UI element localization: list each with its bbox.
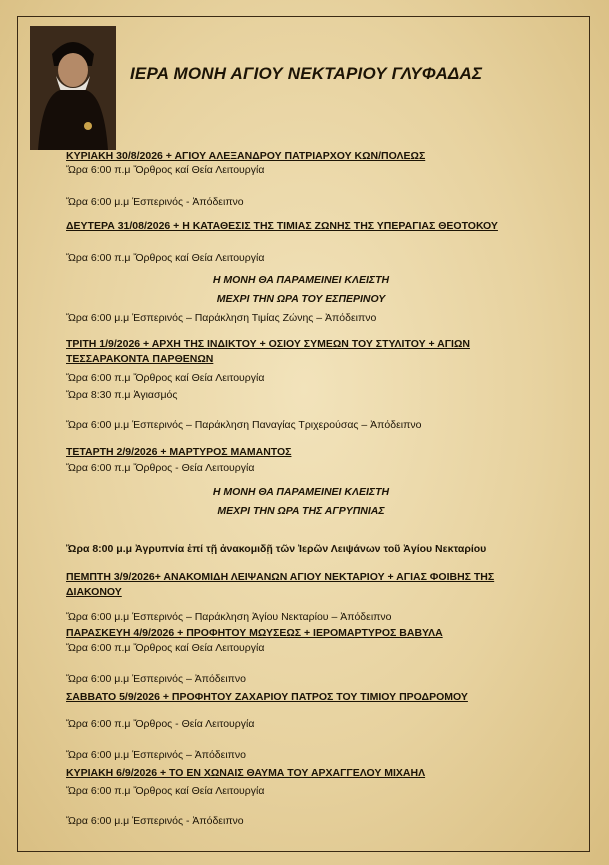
- saint-portrait-image: [30, 26, 116, 150]
- service-line: Ὥρα 6:00 π.μ Ὄρθρος καί Θεία Λειτουργία: [66, 164, 265, 176]
- day-heading: ΣΑΒΒΑΤΟ 5/9/2026 + ΠΡΟΦΗΤΟΥ ΖΑΧΑΡΙΟΥ ΠΑΤΡΟΣ ΤΟΥ ΤΙΜΙΟΥ ΠΡΟΔΡΟΜΟΥ: [66, 691, 468, 703]
- service-line: Ὥρα 6:00 π.μ Ὄρθρος καί Θεία Λειτουργία: [66, 372, 265, 384]
- day-heading: ΚΥΡΙΑΚΗ 6/9/2026 + ΤΟ ΕΝ ΧΩΝΑΙΣ ΘΑΥΜΑ ΤΟΥ ΑΡΧΑΓΓΕΛΟΥ ΜΙΧΑΗΛ: [66, 767, 426, 779]
- service-line: Ὥρα 6:00 π.μ Ὄρθρος καί Θεία Λειτουργία: [66, 785, 265, 797]
- service-line: Ὥρα 6:00 π.μ Ὄρθρος καί Θεία Λειτουργία: [66, 252, 265, 264]
- service-line: Ὥρα 6:00 μ.μ Ἑσπερινός – Ἀπόδειπνο: [66, 673, 246, 685]
- day-heading: ΠΕΜΠΤΗ 3/9/2026+ ΑΝΑΚΟΜΙΔΗ ΛΕΙΨΑΝΩΝ ΑΓΙΟΥ ΝΕΚΤΑΡΙΟΥ + ΑΓΙΑΣ ΦΟΙΒΗΣ ΤΗΣ: [66, 571, 495, 583]
- day-heading: ΔΕΥΤΕΡΑ 31/08/2026 + Η ΚΑΤΑΘΕΣΙΣ ΤΗΣ ΤΙΜΙΑΣ ΖΩΝΗΣ ΤΗΣ ΥΠΕΡΑΓΙΑΣ ΘΕΟΤΟΚΟΥ: [66, 220, 498, 232]
- saint-portrait: [30, 26, 116, 150]
- service-line: Ὥρα 6:00 μ.μ Ἑσπερινός – Ἀπόδειπνο: [66, 749, 246, 761]
- service-line: Ὥρα 6:00 μ.μ Ἑσπερινός – Παράκληση Ἁγίου Νεκταρίου – Ἀπόδειπνο: [66, 611, 392, 623]
- closure-notice: ΜΕΧΡΙ ΤΗΝ ΩΡΑ ΤΗΣ ΑΓΡΥΠΝΙΑΣ: [217, 505, 385, 517]
- closure-notice: Η ΜΟΝΗ ΘΑ ΠΑΡΑΜΕΙΝΕΙ ΚΛΕΙΣΤΗ: [212, 274, 390, 286]
- day-heading: ΔΙΑΚΟΝΟΥ: [66, 586, 122, 598]
- day-heading: ΚΥΡΙΑΚΗ 30/8/2026 + ΑΓΙΟΥ ΑΛΕΞΑΝΔΡΟΥ ΠΑΤΡΙΑΡΧΟΥ ΚΩΝ/ΠΟΛΕΩΣ: [66, 150, 426, 162]
- service-line: Ὥρα 6:00 π.μ Ὄρθρος - Θεία Λειτουργία: [66, 718, 255, 730]
- service-line: Ὥρα 8:00 μ.μ Ἀγρυπνία ἐπί τῇ ἀνακομιδῇ τῶν Ἱερῶν Λειψάνων τοῦ Ἁγίου Νεκταρίου: [66, 543, 487, 555]
- closure-notice: ΜΕΧΡΙ ΤΗΝ ΩΡΑ ΤΟΥ ΕΣΠΕΡΙΝΟΥ: [216, 293, 386, 305]
- service-line: Ὥρα 6:00 μ.μ Ἑσπερινός – Παράκληση Τιμίας Ζώνης – Ἀπόδειπνο: [66, 312, 377, 324]
- service-line: Ὥρα 6:00 π.μ Ὄρθρος καί Θεία Λειτουργία: [66, 642, 265, 654]
- day-heading: ΠΑΡΑΣΚΕΥΗ 4/9/2026 + ΠΡΟΦΗΤΟΥ ΜΩΥΣΕΩΣ + ΙΕΡΟΜΑΡΤΥΡΟΣ ΒΑΒΥΛΑ: [66, 627, 443, 639]
- day-heading: ΤΕΣΣΑΡΑΚΟΝΤΑ ΠΑΡΘΕΝΩΝ: [66, 353, 214, 365]
- day-heading: ΤΡΙΤΗ 1/9/2026 + ΑΡΧΗ ΤΗΣ ΙΝΔΙΚΤΟΥ + ΟΣΙΟΥ ΣΥΜΕΩΝ ΤΟΥ ΣΤΥΛΙΤΟΥ + ΑΓΙΩΝ: [66, 338, 470, 350]
- service-line: Ὥρα 6:00 π.μ Ὄρθρος - Θεία Λειτουργία: [66, 462, 255, 474]
- day-heading: ΤΕΤΑΡΤΗ 2/9/2026 + ΜΑΡΤΥΡΟΣ ΜΑΜΑΝΤΟΣ: [66, 446, 292, 458]
- closure-notice: Η ΜΟΝΗ ΘΑ ΠΑΡΑΜΕΙΝΕΙ ΚΛΕΙΣΤΗ: [212, 486, 390, 498]
- page-title: ΙΕΡΑ ΜΟΝΗ ΑΓΙΟΥ ΝΕΚΤΑΡΙΟΥ ΓΛΥΦΑΔΑΣ: [130, 64, 483, 83]
- service-line: Ὥρα 6:00 μ.μ Ἑσπερινός - Ἀπόδειπνο: [66, 196, 244, 208]
- service-line: Ὥρα 6:00 μ.μ Ἑσπερινός - Ἀπόδειπνο: [66, 815, 244, 827]
- service-line: Ὥρα 6:00 μ.μ Ἑσπερινός – Παράκληση Παναγίας Τριχερούσας – Ἀπόδειπνο: [66, 419, 422, 431]
- service-line: Ὥρα 8:30 π.μ Ἁγιασμός: [66, 389, 178, 401]
